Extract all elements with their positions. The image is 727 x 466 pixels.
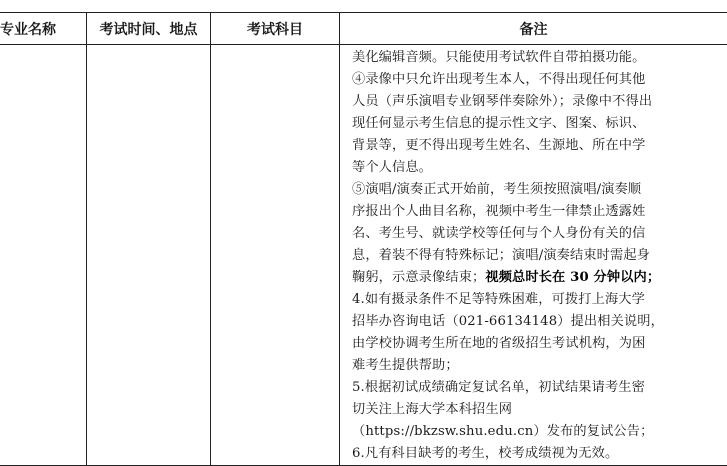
header-exam-subject: 考试科目 <box>211 13 340 45</box>
remarks-line-text: 5.根据初试成绩确定复试名单，初试结果请考生密 <box>352 380 645 395</box>
exam-subject-cell <box>211 45 340 466</box>
major-name-cell <box>0 45 87 466</box>
remarks-line-text: 美化编辑音频。只能使用考试软件自带拍摄功能。 <box>352 50 645 65</box>
remarks-line-text: 6.凡有科目缺考的考生，校考成绩视为无效。 <box>352 446 618 461</box>
remarks-line <box>352 91 717 113</box>
remarks-line <box>352 47 717 69</box>
remarks-highlight-text: 视频总时长在 30 分钟以内； <box>485 270 660 285</box>
remarks-line <box>352 333 717 355</box>
remarks-line <box>352 421 717 443</box>
remarks-line-text: 现任何显示考生信息的提示性文字、图案、标识、 <box>352 116 645 131</box>
table-header-row <box>0 13 727 45</box>
remarks-line <box>352 311 717 333</box>
remarks-line-text: 背景等，更不得出现考生姓名、生源地、所在中学 <box>352 138 645 153</box>
remarks-line <box>352 399 717 421</box>
remarks-line-text: 人员（声乐演唱专业钢琴伴奏除外）；录像中不得出 <box>352 94 652 109</box>
remarks-line <box>352 201 717 223</box>
remarks-line <box>352 443 717 465</box>
remarks-cell <box>340 45 727 466</box>
remarks-line-text: 4.如有摄录条件不足等特殊困难，可拨打上海大学 <box>352 292 645 307</box>
table-row <box>0 45 727 466</box>
remarks-line-text: 息，着装不得有特殊标记；演唱/演奏结束时需起身 <box>352 248 650 263</box>
remarks-line <box>352 377 717 399</box>
header-major-name: 专业名称 <box>0 13 87 45</box>
remarks-line-text: 切关注上海大学本科招生网 <box>352 402 512 417</box>
remarks-line <box>352 289 717 311</box>
remarks-line-text: ④录像中只允许出现考生本人，不得出现任何其他 <box>352 72 645 87</box>
header-exam-time-place: 考试时间、地点 <box>87 13 211 45</box>
remarks-line-text: 难考生提供帮助； <box>352 358 459 373</box>
remarks-line <box>352 157 717 179</box>
remarks-line <box>352 179 717 201</box>
remarks-line <box>352 267 717 289</box>
remarks-text <box>352 47 717 465</box>
remarks-line <box>352 223 717 245</box>
remarks-line <box>352 245 717 267</box>
remarks-line-text: ⑤演唱/演奏正式开始前，考生须按照演唱/演奏顺 <box>352 182 641 197</box>
remarks-line-text: 招毕办咨询电话（021-66134148）提出相关说明， <box>352 314 664 329</box>
remarks-line-text: 由学校协调考生所在地的省级招生考试机构，为困 <box>352 336 645 351</box>
remarks-line-text: 名、考生号、就读学校等任何与个人身份有关的信 <box>352 226 645 241</box>
remarks-line <box>352 135 717 157</box>
remarks-line-text: 鞠躬，示意录像结束； <box>352 270 485 285</box>
remarks-line-text: 等个人信息。 <box>352 160 432 175</box>
remarks-line <box>352 113 717 135</box>
exam-time-place-cell <box>87 45 211 466</box>
remarks-line <box>352 355 717 377</box>
exam-requirements-table <box>0 12 727 466</box>
remarks-line <box>352 69 717 91</box>
remarks-line-text: 序报出个人曲目名称，视频中考生一律禁止透露姓 <box>352 204 645 219</box>
header-remarks: 备注 <box>340 13 727 45</box>
remarks-line-text: （https://bkzsw.shu.edu.cn）发布的复试公告； <box>352 424 653 439</box>
